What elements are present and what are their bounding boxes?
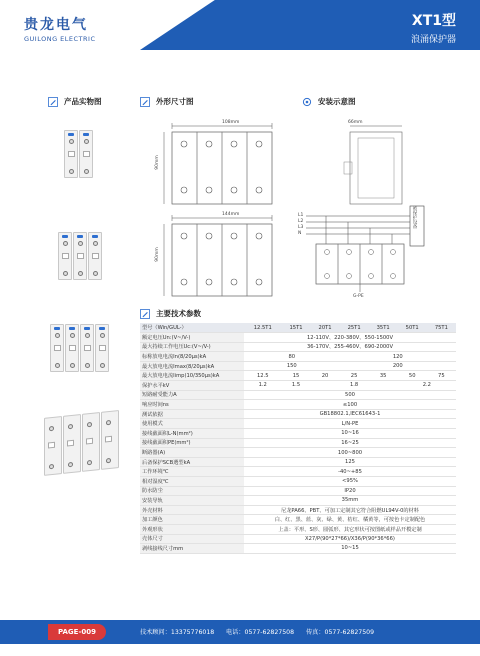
pencil-icon xyxy=(140,97,150,107)
dim-width-4p-2: 144mm xyxy=(222,212,240,217)
module-pole xyxy=(88,232,102,280)
spec-row xyxy=(140,544,456,554)
module-pole xyxy=(82,412,100,472)
spec-row-label: 标称放电电流In(8/20μs)kA xyxy=(140,352,244,362)
spec-row-label: 剥线接线尺寸mm xyxy=(140,544,244,554)
spec-row xyxy=(140,361,456,371)
model-subtitle: 浪涌保护器 xyxy=(410,35,456,45)
section-dimension-title xyxy=(140,96,194,107)
product-photo-3p xyxy=(58,232,102,280)
spec-row-value: L/N-PE xyxy=(244,419,456,429)
spec-row xyxy=(140,419,456,429)
pencil-icon xyxy=(48,97,58,107)
spec-row xyxy=(140,448,456,458)
product-photo-4p-angled xyxy=(38,403,124,484)
spec-row-label: 防水防尘 xyxy=(140,486,244,496)
spec-row-value: 15 xyxy=(281,371,310,381)
spec-row-value: <95% xyxy=(244,477,456,487)
spec-row xyxy=(140,457,456,467)
spec-row-value: 35mm xyxy=(244,496,456,506)
spec-header-label: 型号（Win/GUL-） xyxy=(140,323,244,333)
spec-row-value: 200 xyxy=(340,361,456,371)
module-pole xyxy=(73,232,87,280)
spec-row-label: 测试依据 xyxy=(140,409,244,419)
spec-table-body xyxy=(140,323,456,553)
spec-row xyxy=(140,524,456,534)
label-l1: L1 xyxy=(298,213,304,218)
spec-row xyxy=(140,477,456,487)
spec-row xyxy=(140,400,456,410)
label-l3: L3 xyxy=(298,225,304,230)
spec-header-col: 35T1 xyxy=(369,323,398,333)
spec-row-label: 接线截面积PE(mm²) xyxy=(140,438,244,448)
module-pole xyxy=(95,324,109,372)
spec-row-value: 12-110V、220-380V、550-1500V xyxy=(244,333,456,343)
spec-row-value: IP20 xyxy=(244,486,456,496)
fax-contact: 传真：0577-62827509 xyxy=(306,629,375,636)
module-pole xyxy=(63,414,81,474)
section-dimension-label: 外形尺寸图 xyxy=(156,97,194,106)
spec-row-value: 36-170V、255-460V、690-2000V xyxy=(244,342,456,352)
spec-row xyxy=(140,438,456,448)
spec-row-value: GB18802.1,IEC61643-1 xyxy=(244,409,456,419)
spec-row-label: 最大放电电流Iimp(10/350μs)kA xyxy=(140,371,244,381)
spec-row-value: 35 xyxy=(369,371,398,381)
spec-row-value: 10~15 xyxy=(244,544,456,554)
spec-row-label: 保护水平kV xyxy=(140,381,244,391)
spec-row-value: 尼龙PA66、PBT、可加工定制其它符合阻燃UL94V-0的材料 xyxy=(244,505,456,515)
spec-row xyxy=(140,390,456,400)
spec-row xyxy=(140,409,456,419)
dim-height-4p-2: 90mm xyxy=(154,247,160,262)
spec-row xyxy=(140,342,456,352)
spec-row-label: 外壳材料 xyxy=(140,505,244,515)
module-pole xyxy=(101,410,119,470)
spec-row-label: 外观形状 xyxy=(140,524,244,534)
spec-row-value: 125 xyxy=(244,457,456,467)
spec-row-value: 100~800 xyxy=(244,448,456,458)
spec-row-value: 80 xyxy=(244,352,340,362)
section-install-label: 安装示意图 xyxy=(318,97,356,106)
spec-row-value: 10~16 xyxy=(244,429,456,439)
spec-row-value: 2.2 xyxy=(398,381,456,391)
spec-row-value: 120 xyxy=(340,352,456,362)
brand-logo xyxy=(24,14,96,43)
spec-row-label: 响应时间ns xyxy=(140,400,244,410)
section-install-title xyxy=(302,96,356,107)
dim-depth: 66mm xyxy=(348,120,363,125)
spec-row-label: 接线截面积L-N(mm²) xyxy=(140,429,244,439)
module-pole xyxy=(64,130,78,178)
spec-row-label: 最大持续工作电压Uc:(V~/V-) xyxy=(140,342,244,352)
spec-row-value: 1.5 xyxy=(281,381,310,391)
spec-row-label: 加工颜色 xyxy=(140,515,244,525)
page-header xyxy=(0,0,480,60)
dimension-drawing-4p-side xyxy=(160,210,284,300)
spec-row-value: 白、红、黑、蓝、灰、绿、黄、桔红、橘黄等，可按色卡定制配色 xyxy=(244,515,456,525)
module-pole xyxy=(50,324,64,372)
label-pe: G-PE xyxy=(353,294,364,299)
tech-contact: 技术顾问：13375776018 xyxy=(140,629,215,636)
gear-icon xyxy=(302,97,312,107)
install-diagram xyxy=(302,118,452,302)
spec-row-label: 额定电压Un:(V~/V-) xyxy=(140,333,244,343)
spec-row-label: 后备保护SCB選型kA xyxy=(140,457,244,467)
protected-device-label: 被保护设备 xyxy=(412,206,417,229)
dim-height-4p: 90mm xyxy=(154,155,160,170)
page-number-badge: PAGE-009 xyxy=(48,624,106,640)
spec-row-value: 150 xyxy=(244,361,340,371)
spec-row-label: 壳体尺寸 xyxy=(140,534,244,544)
spec-header-row xyxy=(140,323,456,333)
spec-row-value: 12.5 xyxy=(244,371,281,381)
spec-row-value: X27/P(90*27*66)/X36/P(90*36*66) xyxy=(244,534,456,544)
spec-row-label: 工作环境℃ xyxy=(140,467,244,477)
module-pole xyxy=(58,232,72,280)
section-params-label: 主要技术参数 xyxy=(156,309,201,318)
spec-row-value: 1.8 xyxy=(311,381,398,391)
section-params-title xyxy=(140,308,201,319)
pencil-icon xyxy=(140,309,150,319)
spec-header-col: 20T1 xyxy=(311,323,340,333)
module-pole xyxy=(79,130,93,178)
model-title: XT1型 xyxy=(411,13,456,29)
module-pole xyxy=(65,324,79,372)
spec-row-label: 相对湿度℃ xyxy=(140,477,244,487)
spec-table xyxy=(140,323,456,554)
spec-row xyxy=(140,352,456,362)
spec-row xyxy=(140,534,456,544)
spec-row xyxy=(140,467,456,477)
spec-row-value: ≤100 xyxy=(244,400,456,410)
label-l2: L2 xyxy=(298,219,304,224)
spec-row-value: 50 xyxy=(398,371,427,381)
spec-row-label: 断路器(A) xyxy=(140,448,244,458)
spec-header-col: 15T1 xyxy=(281,323,310,333)
product-photo-2p xyxy=(64,130,93,178)
spec-row xyxy=(140,515,456,525)
spec-row-label: 安装导轨 xyxy=(140,496,244,506)
spec-row-value: 上盖：平形、S形、圆弧形、其它形状可按图纸或样品开模定制 xyxy=(244,524,456,534)
spec-row-label: 最大放电电流Imax(8/20μs)kA xyxy=(140,361,244,371)
spec-header-col: 12.5T1 xyxy=(244,323,281,333)
spec-header-col: 50T1 xyxy=(398,323,427,333)
spec-row xyxy=(140,505,456,515)
spec-header-col: 75T1 xyxy=(427,323,456,333)
spec-row-label: 短路耐受能力A xyxy=(140,390,244,400)
product-photo-4p xyxy=(50,324,109,372)
label-n: N xyxy=(298,231,302,236)
spec-row xyxy=(140,429,456,439)
model-block xyxy=(411,10,456,45)
section-photo-title xyxy=(48,96,102,107)
spec-row-value: 20 xyxy=(311,371,340,381)
spec-row-value: 75 xyxy=(427,371,456,381)
spec-row-value: 1.2 xyxy=(244,381,281,391)
logo-en: GUILONG ELECTRIC xyxy=(24,35,96,43)
spec-row-value: 500 xyxy=(244,390,456,400)
phone-contact: 电话：0577-62827508 xyxy=(226,629,295,636)
module-pole xyxy=(80,324,94,372)
spec-row-value: 25 xyxy=(340,371,369,381)
module-group xyxy=(44,410,119,476)
spec-row xyxy=(140,381,456,391)
spec-row xyxy=(140,333,456,343)
spec-row xyxy=(140,496,456,506)
spec-row-label: 使用模式 xyxy=(140,419,244,429)
spec-row-value: -40~+85 xyxy=(244,467,456,477)
spec-header-col: 25T1 xyxy=(340,323,369,333)
logo-cn: 贵龙电气 xyxy=(24,17,88,33)
module-pole xyxy=(44,416,62,476)
spec-row xyxy=(140,486,456,496)
spec-row xyxy=(140,371,456,381)
dim-width-4p: 108mm xyxy=(222,120,240,125)
spec-row-value: 16~25 xyxy=(244,438,456,448)
dimension-drawing-4p-front xyxy=(160,118,284,208)
section-photo-label: 产品实物图 xyxy=(64,97,102,106)
footer-bottom-strip xyxy=(0,644,480,656)
